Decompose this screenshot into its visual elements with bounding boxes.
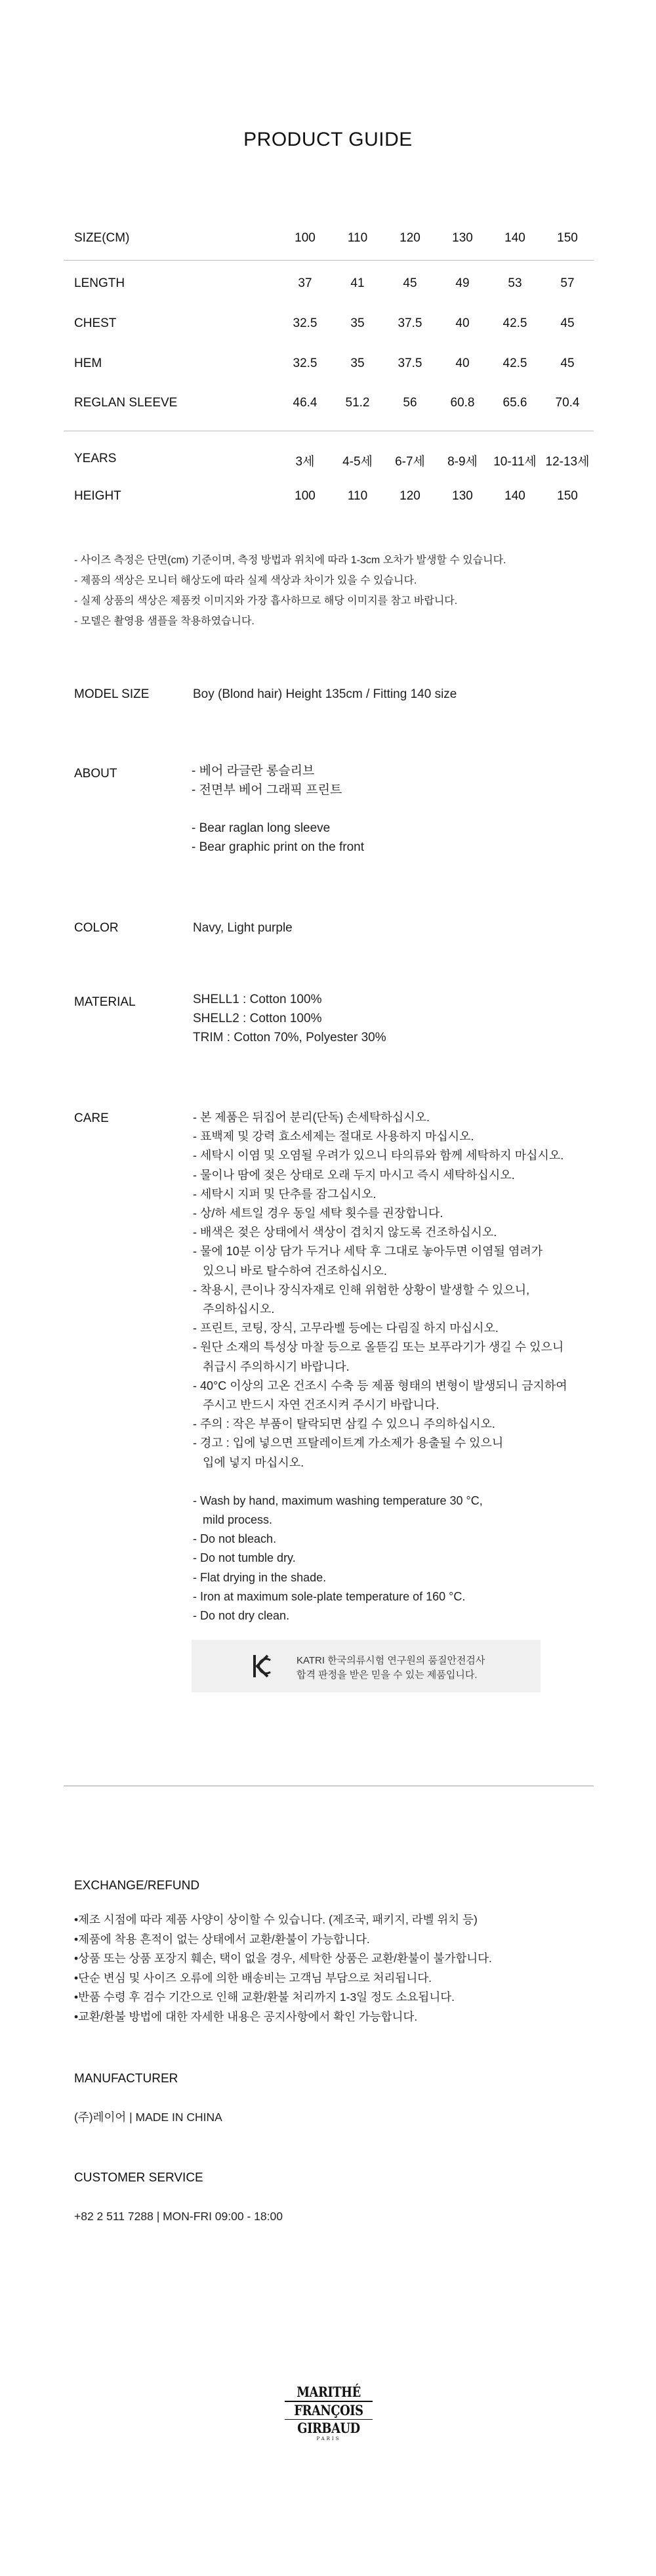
table-cell: 45 [403, 276, 417, 290]
table-row [74, 276, 592, 296]
size-header-cell: 110 [347, 231, 368, 245]
table-cell: 57 [560, 276, 575, 290]
care-body [193, 1108, 606, 1625]
care-line: 주의하십시오. [193, 1302, 275, 1316]
table-cell: 65.6 [502, 396, 527, 410]
table-cell: 40 [455, 356, 470, 370]
table-cell: 37.5 [398, 356, 422, 370]
model-size-value: Boy (Blond hair) Height 135cm / Fitting 140 size [193, 687, 457, 701]
row-label: REGLAN SLEEVE [74, 396, 178, 410]
table-cell: 35 [350, 316, 365, 330]
exchange-line: •제품에 착용 흔적이 없는 상태에서 교환/환불이 가능합니다. [74, 1932, 370, 1946]
care-line: - 상/하 세트일 경우 동일 세탁 횟수를 권장합니다. [193, 1207, 443, 1220]
customer-service-label: CUSTOMER SERVICE [74, 2171, 203, 2185]
material-line: SHELL1 : Cotton 100% [193, 993, 322, 1006]
care-line: - 원단 소재의 특성상 마찰 등으로 올뜯김 또는 보푸라기가 생길 수 있으니 [193, 1341, 564, 1354]
material-line: TRIM : Cotton 70%, Polyester 30% [193, 1031, 386, 1044]
care-label: CARE [74, 1111, 109, 1125]
table-cell: 46.4 [293, 396, 318, 410]
color-value: Navy, Light purple [193, 921, 293, 935]
care-line: mild process. [193, 1513, 273, 1527]
table-row [74, 452, 592, 471]
care-line: - 경고 : 입에 넣으면 프탈레이트계 가소제가 용출될 수 있으니 [193, 1436, 504, 1450]
page-title: PRODUCT GUIDE [243, 129, 413, 150]
row-label: HEIGHT [74, 489, 121, 503]
table-cell: 4-5세 [342, 455, 373, 469]
care-line: - Iron at maximum sole-plate temperature of 160 °C. [193, 1589, 466, 1603]
model-size-label: MODEL SIZE [74, 687, 150, 701]
size-table-header [74, 231, 592, 251]
care-line: - Wash by hand, maximum washing temperature 30 °C, [193, 1493, 483, 1507]
table-cell: 41 [350, 276, 365, 290]
care-line: - Do not dry clean. [193, 1609, 290, 1623]
exchange-body [74, 1910, 492, 2027]
table-cell: 45 [560, 316, 575, 330]
care-line: - 본 제품은 뒤집어 분리(단독) 손세탁하십시오. [193, 1111, 430, 1124]
table-cell: 49 [455, 276, 470, 290]
care-line [193, 1472, 606, 1492]
material-line: SHELL2 : Cotton 100% [193, 1012, 322, 1025]
color-label: COLOR [74, 921, 119, 935]
table-row [74, 356, 592, 376]
table-cell: 8-9세 [447, 455, 478, 469]
table-cell: 37.5 [398, 316, 422, 330]
table-row [74, 489, 592, 509]
kc-mark-icon [252, 1654, 272, 1679]
care-line: 주시고 반드시 자연 건조시켜 주시기 바랍니다. [193, 1398, 440, 1412]
exchange-label: EXCHANGE/REFUND [74, 1879, 200, 1893]
note-line: - 사이즈 측정은 단면(cm) 기준이며, 측정 방법과 위치에 따라 1-3cm 오차가 발생할 수 있습니다. [74, 555, 506, 566]
care-line: - 프린트, 코팅, 장식, 고무라벨 등에는 다림질 하지 마십시오. [193, 1321, 499, 1335]
table-cell: 45 [560, 356, 575, 370]
care-line: - 40°C 이상의 고온 건조시 수축 등 제품 형태의 변형이 발생되니 금지하여 [193, 1379, 567, 1392]
table-cell: 110 [347, 489, 368, 503]
note-line: - 모델은 촬영용 샘플을 착용하였습니다. [74, 616, 255, 627]
table-cell: 150 [557, 489, 578, 503]
certification-text [297, 1654, 485, 1683]
table-cell: 60.8 [450, 396, 475, 410]
table-cell: 100 [295, 489, 316, 503]
table-cell: 35 [350, 356, 365, 370]
care-line: - 물에 10분 이상 담가 두거나 세탁 후 그대로 놓아두면 이염될 염려가 [193, 1245, 543, 1258]
about-line: - 전면부 베어 그래픽 프린트 [192, 783, 342, 797]
care-line: - 주의 : 작은 부품이 탈락되면 삼킬 수 있으니 주의하십시오. [193, 1417, 495, 1431]
size-header-cell: 150 [557, 231, 578, 245]
about-line: - 베어 라글란 롱슬리브 [192, 764, 315, 778]
note-line: - 제품의 색상은 모니터 해상도에 따라 실제 색상과 차이가 있을 수 있습니다. [74, 575, 417, 586]
material-label: MATERIAL [74, 995, 136, 1009]
care-line: - 세탁시 이염 및 오염될 우려가 있으니 타의류와 함께 세탁하지 마십시오. [193, 1149, 564, 1163]
table-cell: 37 [298, 276, 312, 290]
care-line: - 착용시, 큰이나 장식자재로 인해 위험한 상황이 발생할 수 있으니, [193, 1283, 530, 1297]
care-line: 취급시 주의하시기 바랍니다. [193, 1360, 350, 1373]
row-label: CHEST [74, 316, 117, 330]
table-cell: 56 [403, 396, 417, 410]
care-line: - 배색은 젖은 상태에서 색상이 겹치지 않도록 건조하십시오. [193, 1226, 497, 1239]
table-row [74, 316, 592, 336]
size-header-cell: 130 [452, 231, 473, 245]
material-body [193, 990, 386, 1047]
about-line: - Bear graphic print on the front [192, 840, 364, 854]
certification-line: 합격 판정을 받은 믿을 수 있는 제품입니다. [297, 1669, 478, 1681]
table-cell: 6-7세 [395, 455, 425, 469]
size-notes [74, 550, 506, 632]
care-line: - 세탁시 지퍼 및 단추를 잠그십시오. [193, 1187, 377, 1201]
exchange-line: •반품 수령 후 검수 기간으로 인해 교환/환불 처리까지 1-3일 정도 소요됩니다. [74, 1990, 455, 2004]
table-cell: 3세 [295, 455, 315, 469]
size-header-cell: 120 [400, 231, 420, 245]
table-cell: 120 [400, 489, 420, 503]
brand-logo-line: FRANÇOIS [294, 2401, 363, 2418]
size-header-cell: 140 [504, 231, 525, 245]
table-cell: 32.5 [293, 316, 318, 330]
table-cell: 51.2 [345, 396, 370, 410]
care-line: - 표백제 및 강력 효소세제는 절대로 사용하지 마십시오. [193, 1130, 474, 1144]
size-header-label: SIZE(CM) [74, 231, 130, 245]
care-line: - 물이나 땀에 젖은 상태로 오래 두지 마시고 즉시 세탁하십시오. [193, 1168, 515, 1182]
exchange-line: •단순 변심 및 사이즈 오류에 의한 배송비는 고객님 부담으로 처리됩니다. [74, 1971, 432, 1985]
exchange-line: •교환/환불 방법에 대한 자세한 내용은 공지사항에서 확인 가능합니다. [74, 2009, 418, 2023]
certification-line: KATRI 한국의류시험 연구원의 품질안전검사 [297, 1655, 485, 1666]
customer-service-value: +82 2 511 7288 | MON-FRI 09:00 - 18:00 [74, 2210, 283, 2223]
certification-box [192, 1640, 541, 1692]
about-line: - Bear raglan long sleeve [192, 821, 331, 835]
table-cell: 140 [504, 489, 525, 503]
brand-logo [279, 2386, 378, 2441]
table-cell: 42.5 [502, 316, 527, 330]
table-cell: 32.5 [293, 356, 318, 370]
table-cell: 10-11세 [493, 455, 537, 469]
care-line: - Do not tumble dry. [193, 1551, 296, 1565]
table-row [74, 396, 592, 416]
table-cell: 40 [455, 316, 470, 330]
size-header-cell: 100 [295, 231, 316, 245]
about-body [192, 762, 364, 857]
manufacturer-label: MANUFACTURER [74, 2072, 178, 2086]
about-label: ABOUT [74, 767, 117, 781]
row-label: LENGTH [74, 276, 125, 290]
about-line [192, 800, 364, 819]
care-line: - Flat drying in the shade. [193, 1570, 327, 1584]
row-label: HEM [74, 356, 102, 370]
exchange-line: •제조 시점에 따라 제품 사양이 상이할 수 있습니다. (제조국, 패키지, 라벨 위치 등) [74, 1913, 478, 1926]
table-cell: 53 [508, 276, 522, 290]
table-cell: 130 [452, 489, 473, 503]
row-label: YEARS [74, 452, 117, 465]
care-line: 있으니 바로 탈수하여 건조하십시오. [193, 1264, 387, 1277]
brand-logo-line: GIRBAUD [297, 2420, 360, 2436]
exchange-line: •상품 또는 상품 포장지 훼손, 택이 없을 경우, 세탁한 상품은 교환/환불이 불가합니다. [74, 1952, 492, 1965]
care-line: 입에 넣지 마십시오. [193, 1455, 304, 1469]
brand-logo-city: PARIS [316, 2436, 341, 2441]
table-divider [64, 260, 594, 261]
brand-logo-line: MARITHÉ [297, 2384, 361, 2400]
table-cell: 12-13세 [545, 455, 590, 469]
manufacturer-value: (주)레이어 | MADE IN CHINA [74, 2111, 222, 2124]
note-line: - 실제 상품의 색상은 제품컷 이미지와 가장 흡사하므로 해당 이미지를 참고 바랍니다. [74, 595, 458, 607]
care-line: - Do not bleach. [193, 1532, 277, 1546]
table-cell: 70.4 [555, 396, 580, 410]
table-cell: 42.5 [502, 356, 527, 370]
